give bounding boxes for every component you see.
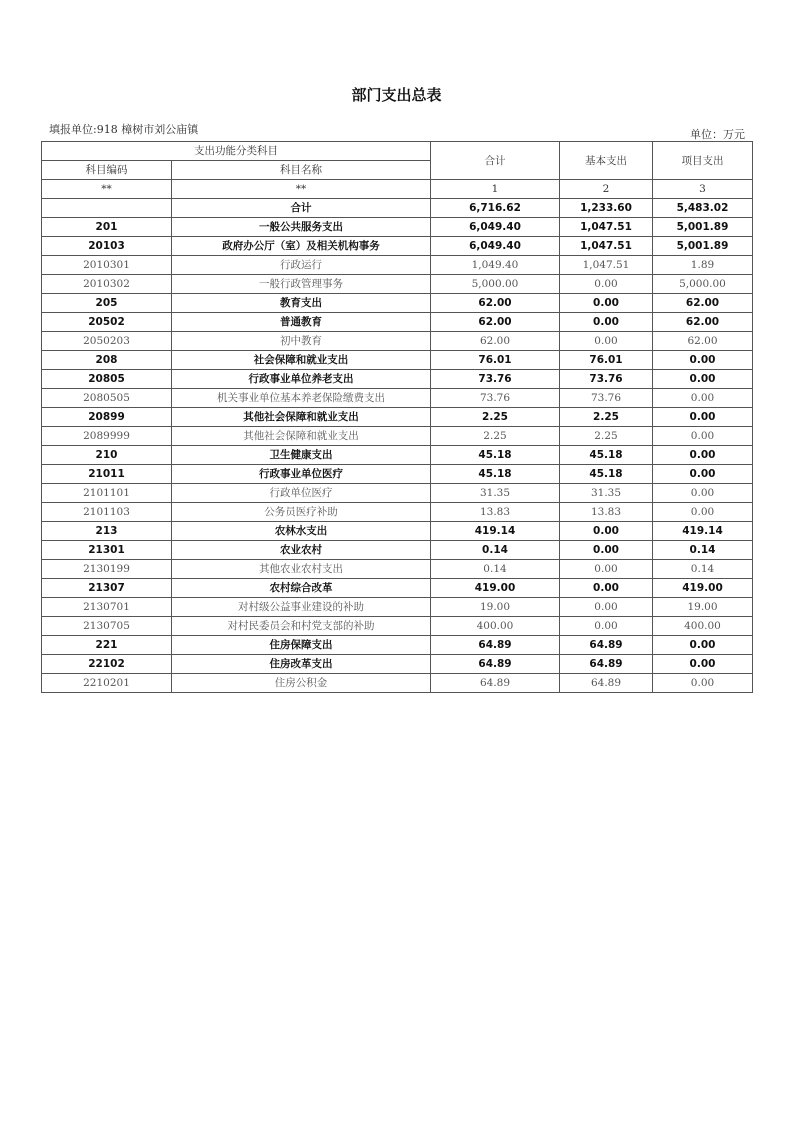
cell-name: 住房公积金 [172,674,431,693]
cell-basic: 0.00 [560,332,653,351]
cell-total: 62.00 [431,294,560,313]
cell-code: 2080505 [42,389,172,408]
table-row [42,560,753,579]
cell-project: 0.00 [653,636,753,655]
table-row [42,484,753,503]
cell-name: 对村民委员会和村党支部的补助 [172,617,431,636]
cell-total: 1,049.40 [431,256,560,275]
cell-name: 教育支出 [172,294,431,313]
cell-code: 21011 [42,465,172,484]
cell-code: 208 [42,351,172,370]
cell-basic: 2.25 [560,427,653,446]
cell-basic: 0.00 [560,541,653,560]
cell-basic: 0.00 [560,560,653,579]
cell-name: 其他社会保障和就业支出 [172,427,431,446]
cell-total: 6,716.62 [431,199,560,218]
cell-name: 行政事业单位医疗 [172,465,431,484]
cell-total: 0.14 [431,560,560,579]
cell-basic: 1,047.51 [560,256,653,275]
header-code: 科目编码 [42,161,172,180]
cell-code: 21307 [42,579,172,598]
header-col1: 1 [431,180,560,199]
cell-code: 2101103 [42,503,172,522]
table-row [42,465,753,484]
cell-name: 行政事业单位养老支出 [172,370,431,389]
cell-basic: 45.18 [560,465,653,484]
header-name: 科目名称 [172,161,431,180]
header-col3: 3 [653,180,753,199]
cell-total: 45.18 [431,446,560,465]
cell-total: 2.25 [431,408,560,427]
cell-basic: 0.00 [560,522,653,541]
table-body [42,142,753,693]
cell-project: 0.14 [653,541,753,560]
cell-name: 政府办公厅（室）及相关机构事务 [172,237,431,256]
cell-project: 62.00 [653,313,753,332]
cell-total: 13.83 [431,503,560,522]
cell-basic: 0.00 [560,294,653,313]
cell-name: 一般公共服务支出 [172,218,431,237]
cell-project: 0.00 [653,465,753,484]
cell-code: 205 [42,294,172,313]
cell-project: 5,001.89 [653,218,753,237]
cell-name: 其他农业农村支出 [172,560,431,579]
table-row [42,579,753,598]
cell-name: 合计 [172,199,431,218]
cell-code: 20805 [42,370,172,389]
cell-total: 5,000.00 [431,275,560,294]
cell-project: 19.00 [653,598,753,617]
cell-basic: 2.25 [560,408,653,427]
table-row [42,655,753,674]
cell-basic: 0.00 [560,617,653,636]
cell-name: 农业农村 [172,541,431,560]
table-row [42,256,753,275]
table-row [42,313,753,332]
cell-code: 213 [42,522,172,541]
cell-project: 0.00 [653,427,753,446]
cell-project: 0.00 [653,674,753,693]
cell-basic: 1,233.60 [560,199,653,218]
header-group: 支出功能分类科目 [42,142,431,161]
table-row [42,294,753,313]
table-row [42,636,753,655]
cell-project: 0.00 [653,484,753,503]
cell-name: 社会保障和就业支出 [172,351,431,370]
cell-total: 45.18 [431,465,560,484]
header-basic: 基本支出 [560,142,653,180]
cell-code [42,199,172,218]
cell-total: 400.00 [431,617,560,636]
cell-project: 0.00 [653,503,753,522]
cell-code: 221 [42,636,172,655]
cell-name: 机关事业单位基本养老保险缴费支出 [172,389,431,408]
page-title: 部门支出总表 [351,86,442,104]
cell-name: 行政运行 [172,256,431,275]
cell-project: 0.00 [653,655,753,674]
table-row [42,541,753,560]
cell-code: 2101101 [42,484,172,503]
cell-project: 0.00 [653,389,753,408]
cell-name: 卫生健康支出 [172,446,431,465]
cell-total: 6,049.40 [431,237,560,256]
cell-code: 20899 [42,408,172,427]
header-code-mark: ** [42,180,172,199]
table-row [42,503,753,522]
cell-code: 2010301 [42,256,172,275]
cell-code: 22102 [42,655,172,674]
table-row [42,522,753,541]
cell-basic: 1,047.51 [560,218,653,237]
cell-total: 62.00 [431,332,560,351]
cell-total: 64.89 [431,636,560,655]
cell-total: 62.00 [431,313,560,332]
cell-code: 2010302 [42,275,172,294]
cell-basic: 73.76 [560,370,653,389]
cell-name: 公务员医疗补助 [172,503,431,522]
cell-basic: 0.00 [560,313,653,332]
cell-name: 住房保障支出 [172,636,431,655]
cell-code: 2130199 [42,560,172,579]
header-row-1 [42,142,753,161]
cell-basic: 64.89 [560,674,653,693]
cell-basic: 45.18 [560,446,653,465]
cell-name: 住房改革支出 [172,655,431,674]
unit-label: 单位：万元 [690,128,745,141]
cell-project: 400.00 [653,617,753,636]
cell-basic: 0.00 [560,598,653,617]
cell-total: 73.76 [431,370,560,389]
reporting-unit: 填报单位:918 樟树市刘公庙镇 [49,123,199,136]
cell-name: 对村级公益事业建设的补助 [172,598,431,617]
cell-total: 0.14 [431,541,560,560]
cell-total: 73.76 [431,389,560,408]
cell-code: 201 [42,218,172,237]
cell-project: 419.14 [653,522,753,541]
cell-project: 5,483.02 [653,199,753,218]
cell-basic: 76.01 [560,351,653,370]
header-total: 合计 [431,142,560,180]
cell-basic: 0.00 [560,579,653,598]
cell-total: 76.01 [431,351,560,370]
cell-total: 64.89 [431,674,560,693]
table-row [42,351,753,370]
cell-project: 0.00 [653,446,753,465]
cell-code: 2050203 [42,332,172,351]
cell-total: 2.25 [431,427,560,446]
cell-project: 0.00 [653,351,753,370]
cell-basic: 64.89 [560,655,653,674]
cell-basic: 13.83 [560,503,653,522]
cell-project: 0.14 [653,560,753,579]
cell-name: 农村综合改革 [172,579,431,598]
table-row [42,446,753,465]
cell-project: 419.00 [653,579,753,598]
cell-basic: 1,047.51 [560,237,653,256]
table-row [42,332,753,351]
cell-project: 1.89 [653,256,753,275]
cell-name: 一般行政管理事务 [172,275,431,294]
table-row [42,389,753,408]
expenditure-table [41,141,753,693]
cell-name: 普通教育 [172,313,431,332]
cell-code: 2130705 [42,617,172,636]
cell-total: 419.14 [431,522,560,541]
table-row [42,617,753,636]
table-row [42,674,753,693]
cell-code: 2089999 [42,427,172,446]
cell-basic: 64.89 [560,636,653,655]
table-row [42,218,753,237]
cell-code: 20502 [42,313,172,332]
cell-basic: 73.76 [560,389,653,408]
table-row [42,237,753,256]
cell-total: 64.89 [431,655,560,674]
table-row [42,370,753,389]
header-row-3 [42,180,753,199]
cell-basic: 31.35 [560,484,653,503]
cell-project: 0.00 [653,370,753,389]
cell-total: 31.35 [431,484,560,503]
table-row [42,408,753,427]
cell-basic: 0.00 [560,275,653,294]
header-project: 项目支出 [653,142,753,180]
cell-total: 419.00 [431,579,560,598]
table-row [42,427,753,446]
cell-project: 5,000.00 [653,275,753,294]
cell-code: 2210201 [42,674,172,693]
cell-code: 21301 [42,541,172,560]
cell-code: 2130701 [42,598,172,617]
cell-project: 5,001.89 [653,237,753,256]
table-row [42,199,753,218]
table-row [42,598,753,617]
cell-total: 6,049.40 [431,218,560,237]
cell-name: 农林水支出 [172,522,431,541]
cell-project: 0.00 [653,408,753,427]
cell-code: 20103 [42,237,172,256]
cell-total: 19.00 [431,598,560,617]
header-col2: 2 [560,180,653,199]
cell-name: 行政单位医疗 [172,484,431,503]
cell-project: 62.00 [653,332,753,351]
header-name-mark: ** [172,180,431,199]
cell-name: 初中教育 [172,332,431,351]
cell-code: 210 [42,446,172,465]
table-row [42,275,753,294]
cell-project: 62.00 [653,294,753,313]
cell-name: 其他社会保障和就业支出 [172,408,431,427]
